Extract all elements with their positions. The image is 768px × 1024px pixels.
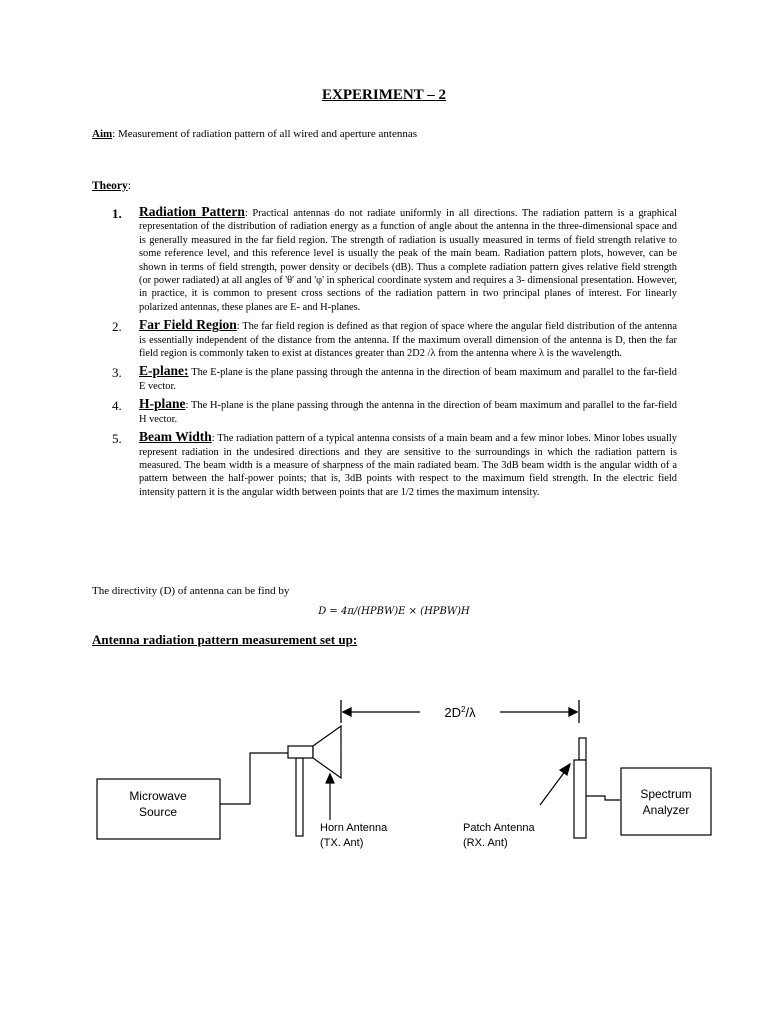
item-text: : Practical antennas do not radiate uniformly in all directions. The radiation pattern is a graphical representation of the distribution of radiation energy as a function of angle about the antenna in the three-dimensional space and is generally measured in the far field region. The strength of radiation is usually measured in terms of field strength relative to some reference level, and this reference level is usually the peak of the main beam. Radiation pattern plots, however, can be shown in terms of field strength, power density or decibels (dB). Thus a complete radiation pattern gives relative field strength (or power radiated) at all angles of 'θ' and 'φ' in spherical coordinate system and requires a 3- dimensional presentation. However, in practice, it is common to present cross sections of the radiation pattern in two principal planes of interest. For linearly polarized antennas, these planes are E- and H-planes. xyxy=(139,208,677,313)
measurement-setup-diagram xyxy=(0,690,768,870)
item-text: : The radiation pattern of a typical antenna consists of a main beam and a few minor lobes. Minor lobes usually represent radiation in the undesired directions and they are sensitive to the surroundings in which the radiation pattern is measured. The beam width is a measure of sharpness of the main radiated beam. The 3dB beam width is the angular width of a pattern between the half-power points; that is, 3dB points with respect to the maximum field strength. In the electric field intensity pattern it is the angular width between points that are 1/2 times the maximum intensity. xyxy=(139,433,677,498)
item-number: 4. xyxy=(112,398,122,414)
theory-colon: : xyxy=(127,180,131,192)
theory-heading xyxy=(92,180,131,192)
analyzer-label-line2: Analyzer xyxy=(642,803,690,817)
list-item xyxy=(112,318,677,360)
analyzer-cable xyxy=(586,796,620,800)
item-term: Far Field Region xyxy=(139,317,237,333)
directivity-formula: D = 4π/(HPBW)E × (HPBW)H xyxy=(318,606,470,617)
item-body xyxy=(139,430,677,499)
list-item xyxy=(112,364,677,393)
item-term: H-plane xyxy=(139,396,186,412)
aim-text: : Measurement of radiation pattern of all wired and aperture antennas xyxy=(112,128,417,140)
source-label-line2: Source xyxy=(138,805,178,819)
theory-list xyxy=(112,205,677,503)
theory-label: Theory xyxy=(92,180,128,192)
distance-label: $2D^2/\lambda$ xyxy=(444,705,476,720)
setup-heading: Antenna radiation pattern measurement set up: xyxy=(92,632,358,647)
list-item xyxy=(112,430,677,499)
list-item xyxy=(112,205,677,314)
item-body xyxy=(139,364,677,393)
item-number: 5. xyxy=(112,431,122,447)
item-number: 2. xyxy=(112,319,122,335)
item-number: 1. xyxy=(112,206,122,221)
item-term: Radiation Pattern xyxy=(139,204,245,219)
item-text: : The far field region is defined as that region of space where the angular field distribution of the antenna is essentially independent of the distance from the antenna. If the maximum overall dimension of the antenna is D, then the far field region is commonly taken to exist at distances greater than 2D2 /λ from the antenna where λ is the wavelength. xyxy=(139,321,677,360)
list-item xyxy=(112,397,677,426)
aim-line xyxy=(92,128,417,140)
aim-label: Aim xyxy=(92,128,113,140)
item-body xyxy=(139,397,677,426)
horn-label-line2: (TX. Ant) xyxy=(320,837,364,849)
item-term: E-plane: xyxy=(139,363,189,379)
directivity-text: The directivity (D) of antenna can be find by xyxy=(92,585,290,597)
patch-label-line2: (RX. Ant) xyxy=(463,837,508,849)
horn-label-line1: Horn Antenna xyxy=(320,822,388,834)
patch-label-line1: Patch Antenna xyxy=(463,822,535,834)
page-title: EXPERIMENT – 2 xyxy=(322,87,446,103)
item-body xyxy=(139,318,677,360)
source-cable xyxy=(220,753,288,804)
horn-pointer-arrow xyxy=(326,774,334,820)
item-term: Beam Width xyxy=(139,429,212,445)
source-label-line1: Microwave xyxy=(129,789,187,803)
spectrum-analyzer-box xyxy=(621,768,711,835)
item-text: The E-plane is the plane passing through the antenna in the direction of beam maximum and parallel to the far-field E vector. xyxy=(139,367,677,392)
item-text: : The H-plane is the plane passing through the antenna in the direction of beam maximum and parallel to the far-field H vector. xyxy=(139,400,677,425)
item-body xyxy=(139,205,677,314)
analyzer-label-line1: Spectrum xyxy=(640,787,692,801)
item-number: 3. xyxy=(112,365,122,381)
patch-antenna xyxy=(574,738,586,838)
patch-pointer-arrow xyxy=(540,764,570,805)
